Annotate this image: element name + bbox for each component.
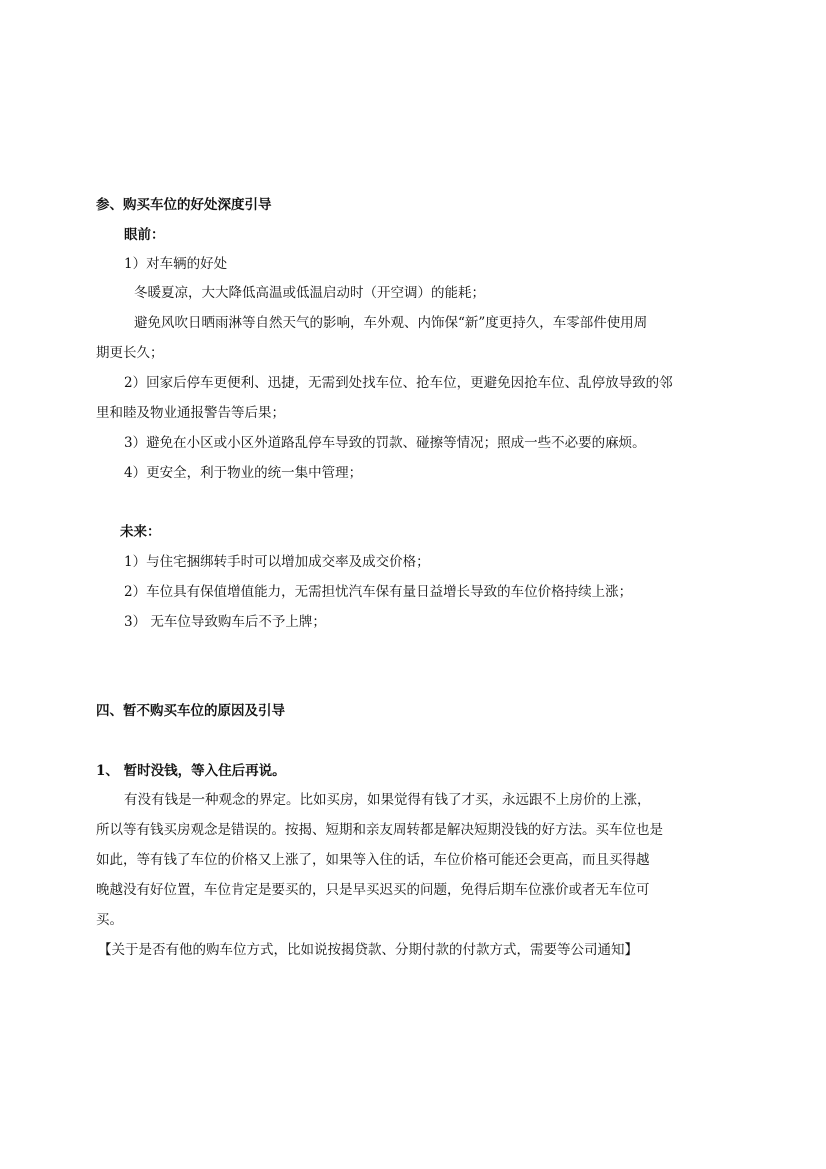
sub1-note: 【关于是否有他的购车位方式，比如说按揭贷款、分期付款的付款方式，需要等公司通知】 [98,942,638,958]
present-item-1: 1）对车辆的好处 [124,256,228,272]
present-item-1b: 避免风吹日晒雨淋等自然天气的影响，车外观、内饰保“新”度更持久，车零部件使用周 [134,315,648,331]
present-label: 眼前： [124,227,165,243]
section4-sub1-heading: 1、 暂时没钱，等入住后再说。 [96,763,286,779]
sub1-line-5: 买。 [96,912,123,928]
future-item-2: 2）车位具有保值增值能力，无需担忧汽车保有量日益增长导致的车位价格持续上涨； [124,584,633,600]
section4-heading: 四、暂不购买车位的原因及引导 [96,703,285,719]
present-item-2-cont: 里和睦及物业通报警告等后果； [96,405,285,421]
present-item-3: 3）避免在小区或小区外道路乱停车导致的罚款、碰擦等情况；照成一些不必要的麻烦。 [124,435,646,451]
present-item-2: 2）回家后停车更便利、迅捷，无需到处找车位、抢车位，更避免因抢车位、乱停放导致的邻 [124,375,673,391]
sub1-line-2: 所以等有钱买房观念是错误的。按揭、短期和亲友周转都是解决短期没钱的好方法。买车位也是 [96,822,663,838]
section3-heading: 参、购买车位的好处深度引导 [96,197,272,213]
sub1-line-4: 晚越没有好位置，车位肯定是要买的，只是早买迟买的问题，免得后期车位涨价或者无车位可 [96,882,650,898]
present-item-4: 4）更安全，利于物业的统一集中管理； [124,465,363,481]
sub1-line-3: 如此，等有钱了车位的价格又上涨了，如果等入住的话，车位价格可能还会更高，而且买得越 [96,852,650,868]
future-item-1: 1）与住宅捆绑转手时可以增加成交率及成交价格； [124,554,430,570]
future-item-3: 3） 无车位导致购车后不予上牌； [124,614,326,630]
sub1-line-1: 有没有钱是一种观念的界定。比如买房，如果觉得有钱了才买，永远跟不上房价的上涨， [124,792,651,808]
present-item-1a: 冬暖夏凉，大大降低高温或低温启动时（开空调）的能耗； [134,285,485,301]
present-item-1b-cont: 期更长久； [96,345,164,361]
future-label: 未来： [120,524,161,540]
